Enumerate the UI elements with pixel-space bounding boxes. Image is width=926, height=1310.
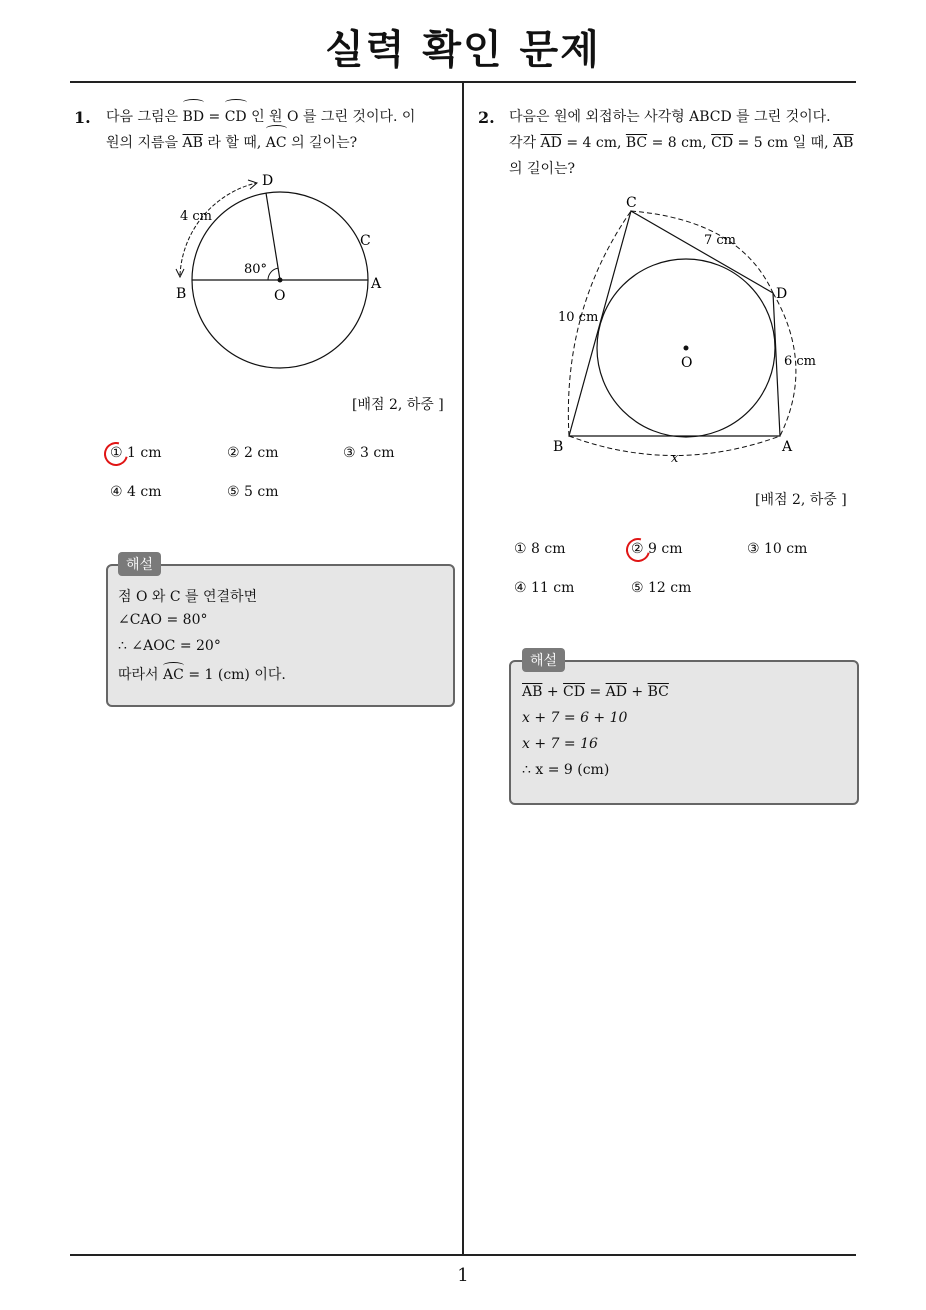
q2-figure — [540, 190, 830, 475]
q2-choice-1[interactable]: ① 8 cm — [514, 541, 566, 557]
q2-ab-length: x — [671, 451, 679, 466]
q1-choice-5[interactable]: ⑤ 5 cm — [227, 484, 279, 500]
q2-line2: 각각 $\overline{AD} = 4$ cm, $\overline{BC} = 8$ cm, $\overline{CD} = 5$ cm 일 때, $\overline{AB}$ — [509, 135, 854, 151]
q2-text — [509, 104, 859, 182]
q1-line2: 원의 지름을 $\overline{AB}$ 라 할 때, AC 의 길이는? — [106, 130, 456, 156]
q2-meta: [배점 2, 하중 ] — [755, 492, 847, 508]
q1-meta: [배점 2, 하중 ] — [352, 397, 444, 413]
q2-label-d: D — [776, 286, 788, 302]
q2-label-a: A — [782, 439, 793, 455]
q1-solution-tag: 해설 — [118, 552, 161, 576]
q2-solution-line2: x + 7 = 6 + 10 — [522, 710, 628, 726]
q1-solution-line2: ∠CAO = 80° — [118, 612, 208, 628]
q2-cd-length: 7 cm — [704, 233, 737, 248]
q2-label-o: O — [681, 355, 693, 371]
q2-choice-4[interactable]: ④ 11 cm — [514, 580, 575, 596]
q2-label-c: C — [626, 195, 637, 211]
q1-radius-od — [266, 193, 280, 280]
q2-line3: 의 길이는? — [509, 161, 576, 177]
q1-angle-arc — [268, 268, 278, 280]
q1-solution-line1: 점 O 와 C 를 연결하면 — [118, 589, 258, 605]
q1-label-a: A — [371, 276, 382, 292]
q1-label-c: C — [360, 233, 371, 249]
q1-choice-3[interactable]: ③ 3 cm — [343, 445, 395, 461]
q2-label-b: B — [553, 439, 564, 455]
q2-solution-box — [509, 660, 859, 805]
q1-solution-line3: ∴ ∠AOC = 20° — [118, 638, 221, 654]
column-divider — [462, 83, 464, 1255]
q2-solution-line1: $\overline{AB} + \overline{CD} = \overline{AD} + \overline{BC}$ — [522, 684, 669, 700]
q2-choice-3[interactable]: ③ 10 cm — [747, 541, 808, 557]
q1-arc-length: 4 cm — [180, 209, 213, 224]
footer-divider — [70, 1254, 856, 1256]
q2-ad-length: 6 cm — [784, 354, 817, 369]
q1-line1: 다음 그림은 BD = CD 인 원 O 를 그린 것이다. 이 — [106, 104, 456, 130]
q2-solution-tag: 해설 — [522, 648, 565, 672]
q1-label-o: O — [274, 288, 286, 304]
q1-label-b: B — [176, 286, 187, 302]
q1-angle-label: 80° — [244, 262, 268, 277]
q1-choice-2[interactable]: ② 2 cm — [227, 445, 279, 461]
q2-line1: 다음은 원에 외접하는 사각형 ABCD 를 그린 것이다. — [509, 109, 831, 125]
page-number: 1 — [457, 1265, 469, 1286]
page-title: 실력 확인 문제 — [325, 27, 601, 73]
q2-solution-line3: x + 7 = 16 — [522, 736, 598, 752]
q1-figure — [160, 165, 400, 385]
q2-choice-5[interactable]: ⑤ 12 cm — [631, 580, 692, 596]
q2-choice-2[interactable]: ② 9 cm — [631, 541, 683, 557]
q2-number: 2. — [478, 108, 495, 127]
q1-choice-4[interactable]: ④ 4 cm — [110, 484, 162, 500]
q1-solution-line4: 따라서 AC = 1 (cm) 이다. — [118, 667, 286, 683]
q2-solution-line4: ∴ x = 9 (cm) — [522, 762, 610, 778]
q1-choice-1[interactable]: ① 1 cm — [110, 445, 162, 461]
q1-number: 1. — [74, 108, 91, 127]
q2-bc-length: 10 cm — [558, 310, 599, 325]
q1-text — [106, 104, 456, 156]
q1-label-d: D — [262, 173, 274, 189]
q1-center-point — [278, 278, 283, 283]
q2-center-point — [684, 346, 689, 351]
